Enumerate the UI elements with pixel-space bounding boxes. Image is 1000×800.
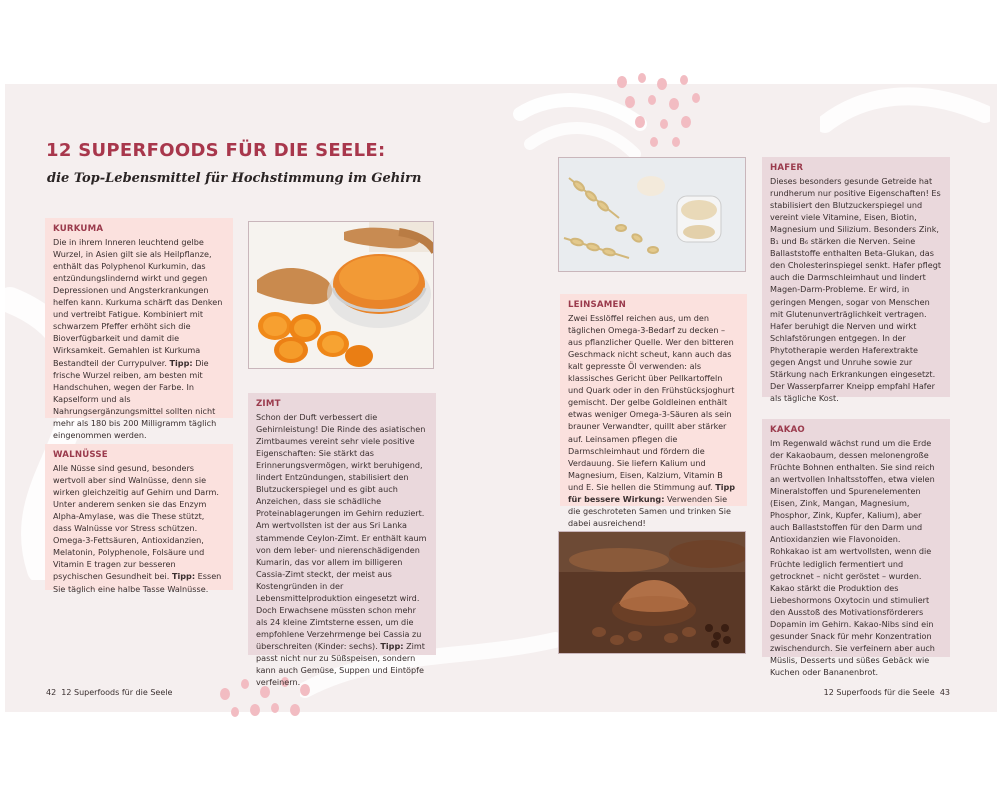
section-heading: KURKUMA xyxy=(53,224,104,234)
section-heading: LEINSAMEN xyxy=(568,300,626,310)
section-text: Zwei Esslöffel reichen aus, um den täglichen Omega-3-Bedarf zu decken – aus pflanzlicher Quelle. Wer den bitteren Geschmack nicht scheut, kann auch das kalt gepresste Öl verwenden: als klassisches Gericht über Pellkartoffeln und Quark oder in den Frühstücksjoghurt gemischt. Der gelbe Goldleinen enthält etwas weniger Omega-3-Säuren als sein brauner Verwandter, quillt aber stärker auf. Leinsamen pflegen die Darmschleimhaut und fördern die Verdauung. Sie liefern Kalium und Magnesium, Eisen, Kalzium, Vitamin B und E. Sie hellen die Stimmung auf. Tipp für bessere Wirkung: Verwenden Sie die geschroteten Samen und trinken Sie dabei ausreichend! xyxy=(568,313,736,528)
photo-cocoa xyxy=(558,531,746,654)
page-number-right: 43 xyxy=(939,688,950,697)
section-walnuesse xyxy=(45,444,233,594)
section-text: Alle Nüsse sind gesund, besonders wertvoll aber sind Walnüsse, denn sie wirken gleichzeitig auf Gehirn und Darm. Unter anderem senken sie das Enzym Alpha-Amylase, was die These stützt, dass Walnüsse vor Stress schützen. Omega-3-Fettsäuren, Antioxidanzien, Melatonin, Polyphenole, Folsäure und Vitamin E tragen zur besseren psychischen Gesundheit bei. Tipp: Essen Sie täglich eine halbe Tasse Walnüsse. xyxy=(53,463,222,594)
section-heading: HAFER xyxy=(770,163,804,173)
running-title-left: 12 Superfoods für die Seele xyxy=(61,688,173,697)
page-subtitle: die Top-Lebensmittel für Hochstimmung im Gehirn xyxy=(47,171,422,186)
section-heading: ZIMT xyxy=(256,399,281,409)
photo-turmeric xyxy=(248,221,434,369)
page-title: 12 SUPERFOODS FÜR DIE SEELE: xyxy=(46,140,386,161)
section-zimt xyxy=(248,393,436,688)
section-heading: WALNÜSSE xyxy=(53,450,108,460)
section-heading: KAKAO xyxy=(770,425,805,435)
running-title-right: 12 Superfoods für die Seele xyxy=(823,688,935,697)
section-text: Dieses besonders gesunde Getreide hat rundherum nur positive Eigenschaften! Es stabilisiert den Blutzuckerspiegel und vereint viele Vitamine, Eisen, Biotin, Magnesium und Silizium. Besonders Zink, B₁ und B₆ stärken die Nerven. Seine Ballaststoffe enthalten Beta-Glukan, das den Cholesterinspiegel senkt. Hafer pflegt auch die Darmschleimhaut und lindert Magen-Darm-Probleme. Er wird, in geringen Mengen, sogar von Menschen mit Glutenunverträglichkeit vertragen. Hafer beruhigt die Nerven und wirkt Schlafstörungen entgegen. In der Phytotherapie werden Haferextrakte gegen Angst und Unruhe sowie zur Stärkung nach Erkrankungen eingesetzt. Der Wasserpfarrer Kneipp empfahl Hafer als tägliche Kost. xyxy=(770,176,942,403)
footer-left xyxy=(46,688,172,697)
section-text: Im Regenwald wächst rund um die Erde der Kakaobaum, dessen melonengroße Früchte Bohnen enthalten. Sie sind reich an wertvollen Inhaltsstoffen, etwa vielen Mineralstoffen und Spurenelementen (Eisen, Zink, Mangan, Magnesium, Phosphor, Zink, Kupfer, Kalium), aber auch Ballaststoffen für den Darm und Antioxidanzien wie Flavonoiden. Rohkakao ist am wertvollsten, wenn die Früchte lediglich fermentiert und getrocknet – nicht geröstet – wurden. Kakao stärkt die Produktion des Liebeshormons Oxytocin und stimuliert den Ausstoß des Motivationsförderers Dopamin im Gehirn. Kakao-Nibs sind ein gesunder Snack für mehr Konzentration zwischendurch. Sie verfeinern aber auch Müslis, Desserts und süßes Gebäck wie Kuchen oder Bananenbrot. xyxy=(770,438,935,677)
footer-right xyxy=(824,688,950,697)
page-number-left: 42 xyxy=(46,688,57,697)
brush-swoosh-top-right xyxy=(820,84,990,164)
section-hafer xyxy=(762,157,950,403)
section-kakao xyxy=(762,419,950,677)
section-kurkuma xyxy=(45,218,233,440)
photo-oats xyxy=(558,157,746,272)
section-text: Schon der Duft verbessert die Gehirnleistung! Die Rinde des asiatischen Zimtbaumes vereint sehr viele positive Eigenschaften: Sie stärkt das Erinnerungsvermögen, wirkt beruhigend, lindert Entzündungen, stabilisiert den Blutzuckerspiegel und es gibt auch Anzeichen, dass sie schädliche Proteinablagerungen im Gehirn reduziert. Am wertvollsten ist der aus Sri Lanka stammende Ceylon-Zimt. Er enthält kaum von dem leber- und nierenschädigenden Kumarin, das vor allem im billigeren Cassia-Zimt steckt, der meist aus Kostengründen in der Lebensmittelproduktion eingesetzt wird. Doch Erwachsene müssten schon mehr als 24 kleine Zimtsterne essen, um die empfohlene Verzehrmenge bei Cassia zu überschreiten (Kinder: sechs). Tipp: Zimt passt nicht nur zu Süßspeisen, sondern kann auch Gemüse, Suppen und Eintöpfe verfeinern. xyxy=(256,412,427,688)
pink-dots-top xyxy=(610,72,710,152)
section-text: Die in ihrem Inneren leuchtend gelbe Wurzel, in Asien gilt sie als Heilpflanze, enthält das Polyphenol Kurkumin, das entzündungslindernd wirkt und gegen Depressionen und Angsterkrankungen helfen kann. Kurkuma schärft das Denken und vertreibt Fatigue. Kombiniert mit schwarzem Pfeffer erhöht sich die Bioverfügbarkeit und damit die Wirksamkeit. Gemahlen ist Kurkuma Bestandteil der Currypulver. Tipp: Die frische Wurzel reiben, am besten mit Handschuhen, wegen der Farbe. In Kapselform und als Nahrungsergänzungsmittel sollten nicht mehr als 180 bis 200 Milligramm täglich eingenommen werden. xyxy=(53,237,223,440)
section-leinsamen xyxy=(560,294,747,528)
